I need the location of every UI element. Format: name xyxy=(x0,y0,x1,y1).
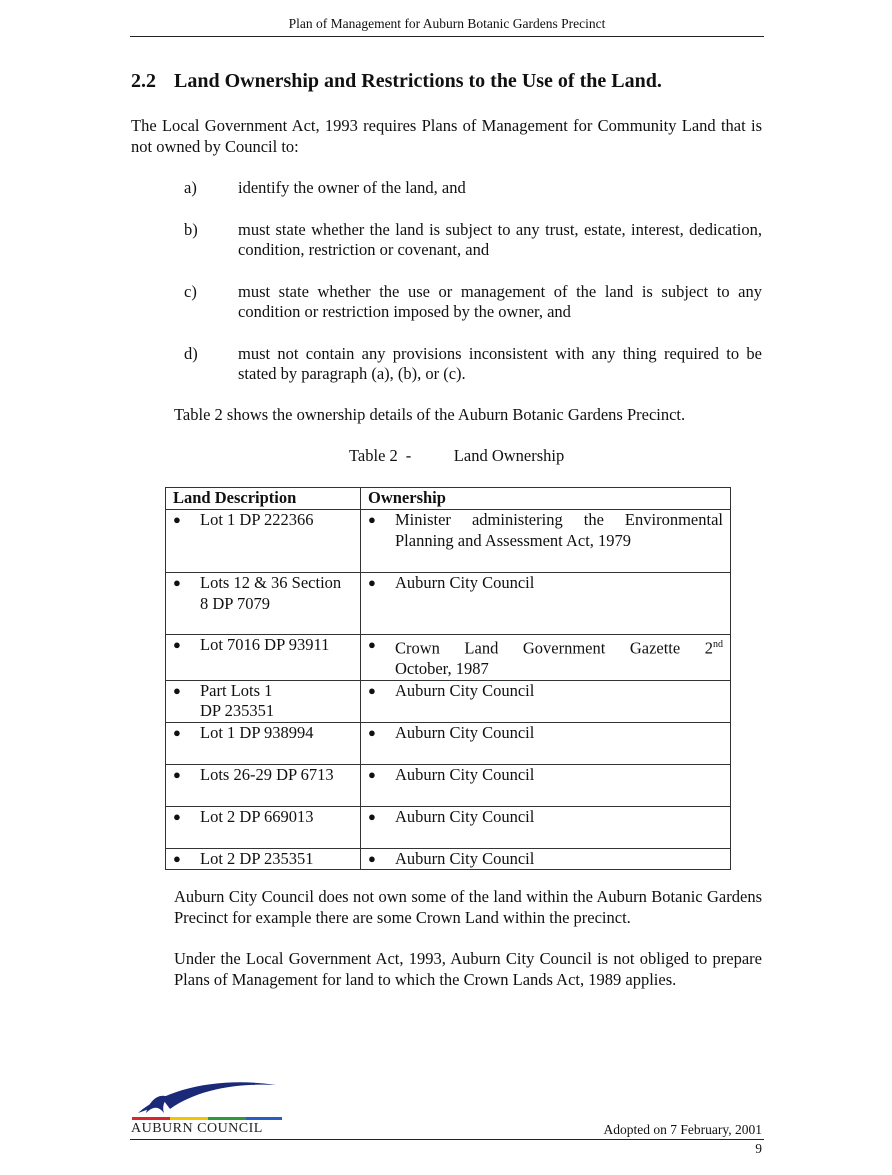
table-row xyxy=(166,764,731,806)
list-item xyxy=(184,178,762,199)
owner-cell: ● Auburn City Council xyxy=(361,573,731,635)
column-header-land: Land Description xyxy=(166,488,361,510)
table-row xyxy=(166,722,731,764)
requirements-list xyxy=(184,178,762,406)
page-header: Plan of Management for Auburn Botanic Gardens Precinct xyxy=(130,16,764,37)
bullet-icon: ● xyxy=(368,766,376,782)
bullet-icon: ● xyxy=(173,575,181,590)
owner-cell: ● Auburn City Council xyxy=(361,848,731,870)
logo-text: AUBURN COUNCIL xyxy=(131,1121,263,1136)
crown-lands-paragraph: Under the Local Government Act, 1993, Auburn City Council is not obliged to prepare Plans of Management for land to which the Crown Lands Act, 1989 applies. xyxy=(174,949,762,989)
intro-paragraph: The Local Government Act, 1993 requires Plans of Management for Community Land that is not owned by Council to: xyxy=(131,116,762,156)
table-row xyxy=(166,573,731,635)
table-row xyxy=(166,680,731,722)
owner-cell: ● Auburn City Council xyxy=(361,680,731,722)
caption-dash: - xyxy=(405,446,412,465)
section-title: Land Ownership and Restrictions to the Use of the Land. xyxy=(174,70,662,92)
section-heading xyxy=(131,70,662,93)
list-marker: a) xyxy=(184,178,197,197)
list-item-text: must state whether the land is subject to any trust, estate, interest, dedication, condition, restriction or covenant, and xyxy=(238,219,762,259)
owner-cell: ● Crown Land Government Gazette 2nd October, 1987 xyxy=(361,635,731,681)
owner-cell: ● Auburn City Council xyxy=(361,806,731,848)
list-item-text: must not contain any provisions inconsistent with any thing required to be stated by paragraph (a), (b), or (c). xyxy=(238,343,762,383)
bullet-icon: ● xyxy=(173,766,181,782)
bullet-icon: ● xyxy=(173,808,181,824)
footer-divider xyxy=(130,1139,764,1140)
logo-stripe-blue xyxy=(246,1117,282,1120)
table-row xyxy=(166,806,731,848)
logo-stripe-red xyxy=(132,1117,170,1120)
land-ownership-table xyxy=(165,487,731,870)
logo-bird xyxy=(146,1096,168,1113)
bullet-icon: ● xyxy=(368,724,376,740)
land-cell: ● Part Lots 1 DP 235351 xyxy=(166,680,361,722)
bullet-icon: ● xyxy=(368,682,376,698)
land-cell: ● Lot 2 DP 235351 xyxy=(166,848,361,870)
ownership-paragraph: Auburn City Council does not own some of the land within the Auburn Botanic Gardens Precinct for example there are some Crown Land within the precinct. xyxy=(174,887,762,927)
bullet-icon: ● xyxy=(368,575,376,590)
caption-title: Land Ownership xyxy=(453,446,565,465)
land-cell: ● Lots 26-29 DP 6713 xyxy=(166,764,361,806)
list-item xyxy=(184,344,762,385)
list-item xyxy=(184,282,762,323)
page-number: 9 xyxy=(755,1141,762,1156)
logo-stripe-green xyxy=(208,1117,246,1120)
section-number: 2.2 xyxy=(131,70,156,92)
adopted-date: Adopted on 7 February, 2001 xyxy=(603,1122,762,1137)
logo-stripe-yellow xyxy=(170,1117,208,1120)
list-item-text: must state whether the use or management of the land is subject to any condition or restriction imposed by the owner, and xyxy=(238,281,762,321)
table-row xyxy=(166,848,731,870)
column-header-ownership: Ownership xyxy=(361,488,731,510)
land-cell: ● Lot 1 DP 938994 xyxy=(166,722,361,764)
table-row xyxy=(166,510,731,573)
bullet-icon: ● xyxy=(173,637,181,652)
bullet-icon: ● xyxy=(173,850,181,866)
table-header-row xyxy=(166,488,731,510)
land-cell: ● Lot 2 DP 669013 xyxy=(166,806,361,848)
bullet-icon: ● xyxy=(368,512,376,527)
list-marker: d) xyxy=(184,343,198,363)
bullet-icon: ● xyxy=(368,637,376,652)
table-row xyxy=(166,635,731,681)
owner-cell: ● Auburn City Council xyxy=(361,764,731,806)
bullet-icon: ● xyxy=(173,724,181,740)
land-cell: ● Lot 1 DP 222366 xyxy=(166,510,361,573)
bullet-icon: ● xyxy=(368,850,376,866)
list-item-text: identify the owner of the land, and xyxy=(238,178,466,197)
list-marker: b) xyxy=(184,219,198,239)
table-intro: Table 2 shows the ownership details of the Auburn Botanic Gardens Precinct. xyxy=(174,405,686,424)
list-marker: c) xyxy=(184,281,197,301)
table-caption xyxy=(349,446,564,466)
owner-cell: ● Auburn City Council xyxy=(361,722,731,764)
bullet-icon: ● xyxy=(173,682,181,698)
list-item xyxy=(184,220,762,261)
bullet-icon: ● xyxy=(173,512,181,527)
land-cell: ● Lots 12 & 36 Section 8 DP 7079 xyxy=(166,573,361,635)
caption-label: Table 2 xyxy=(349,446,398,465)
bullet-icon: ● xyxy=(368,808,376,824)
owner-cell: ● Minister administering the Environmental Planning and Assessment Act, 1979 xyxy=(361,510,731,573)
land-cell: ● Lot 7016 DP 93911 xyxy=(166,635,361,681)
